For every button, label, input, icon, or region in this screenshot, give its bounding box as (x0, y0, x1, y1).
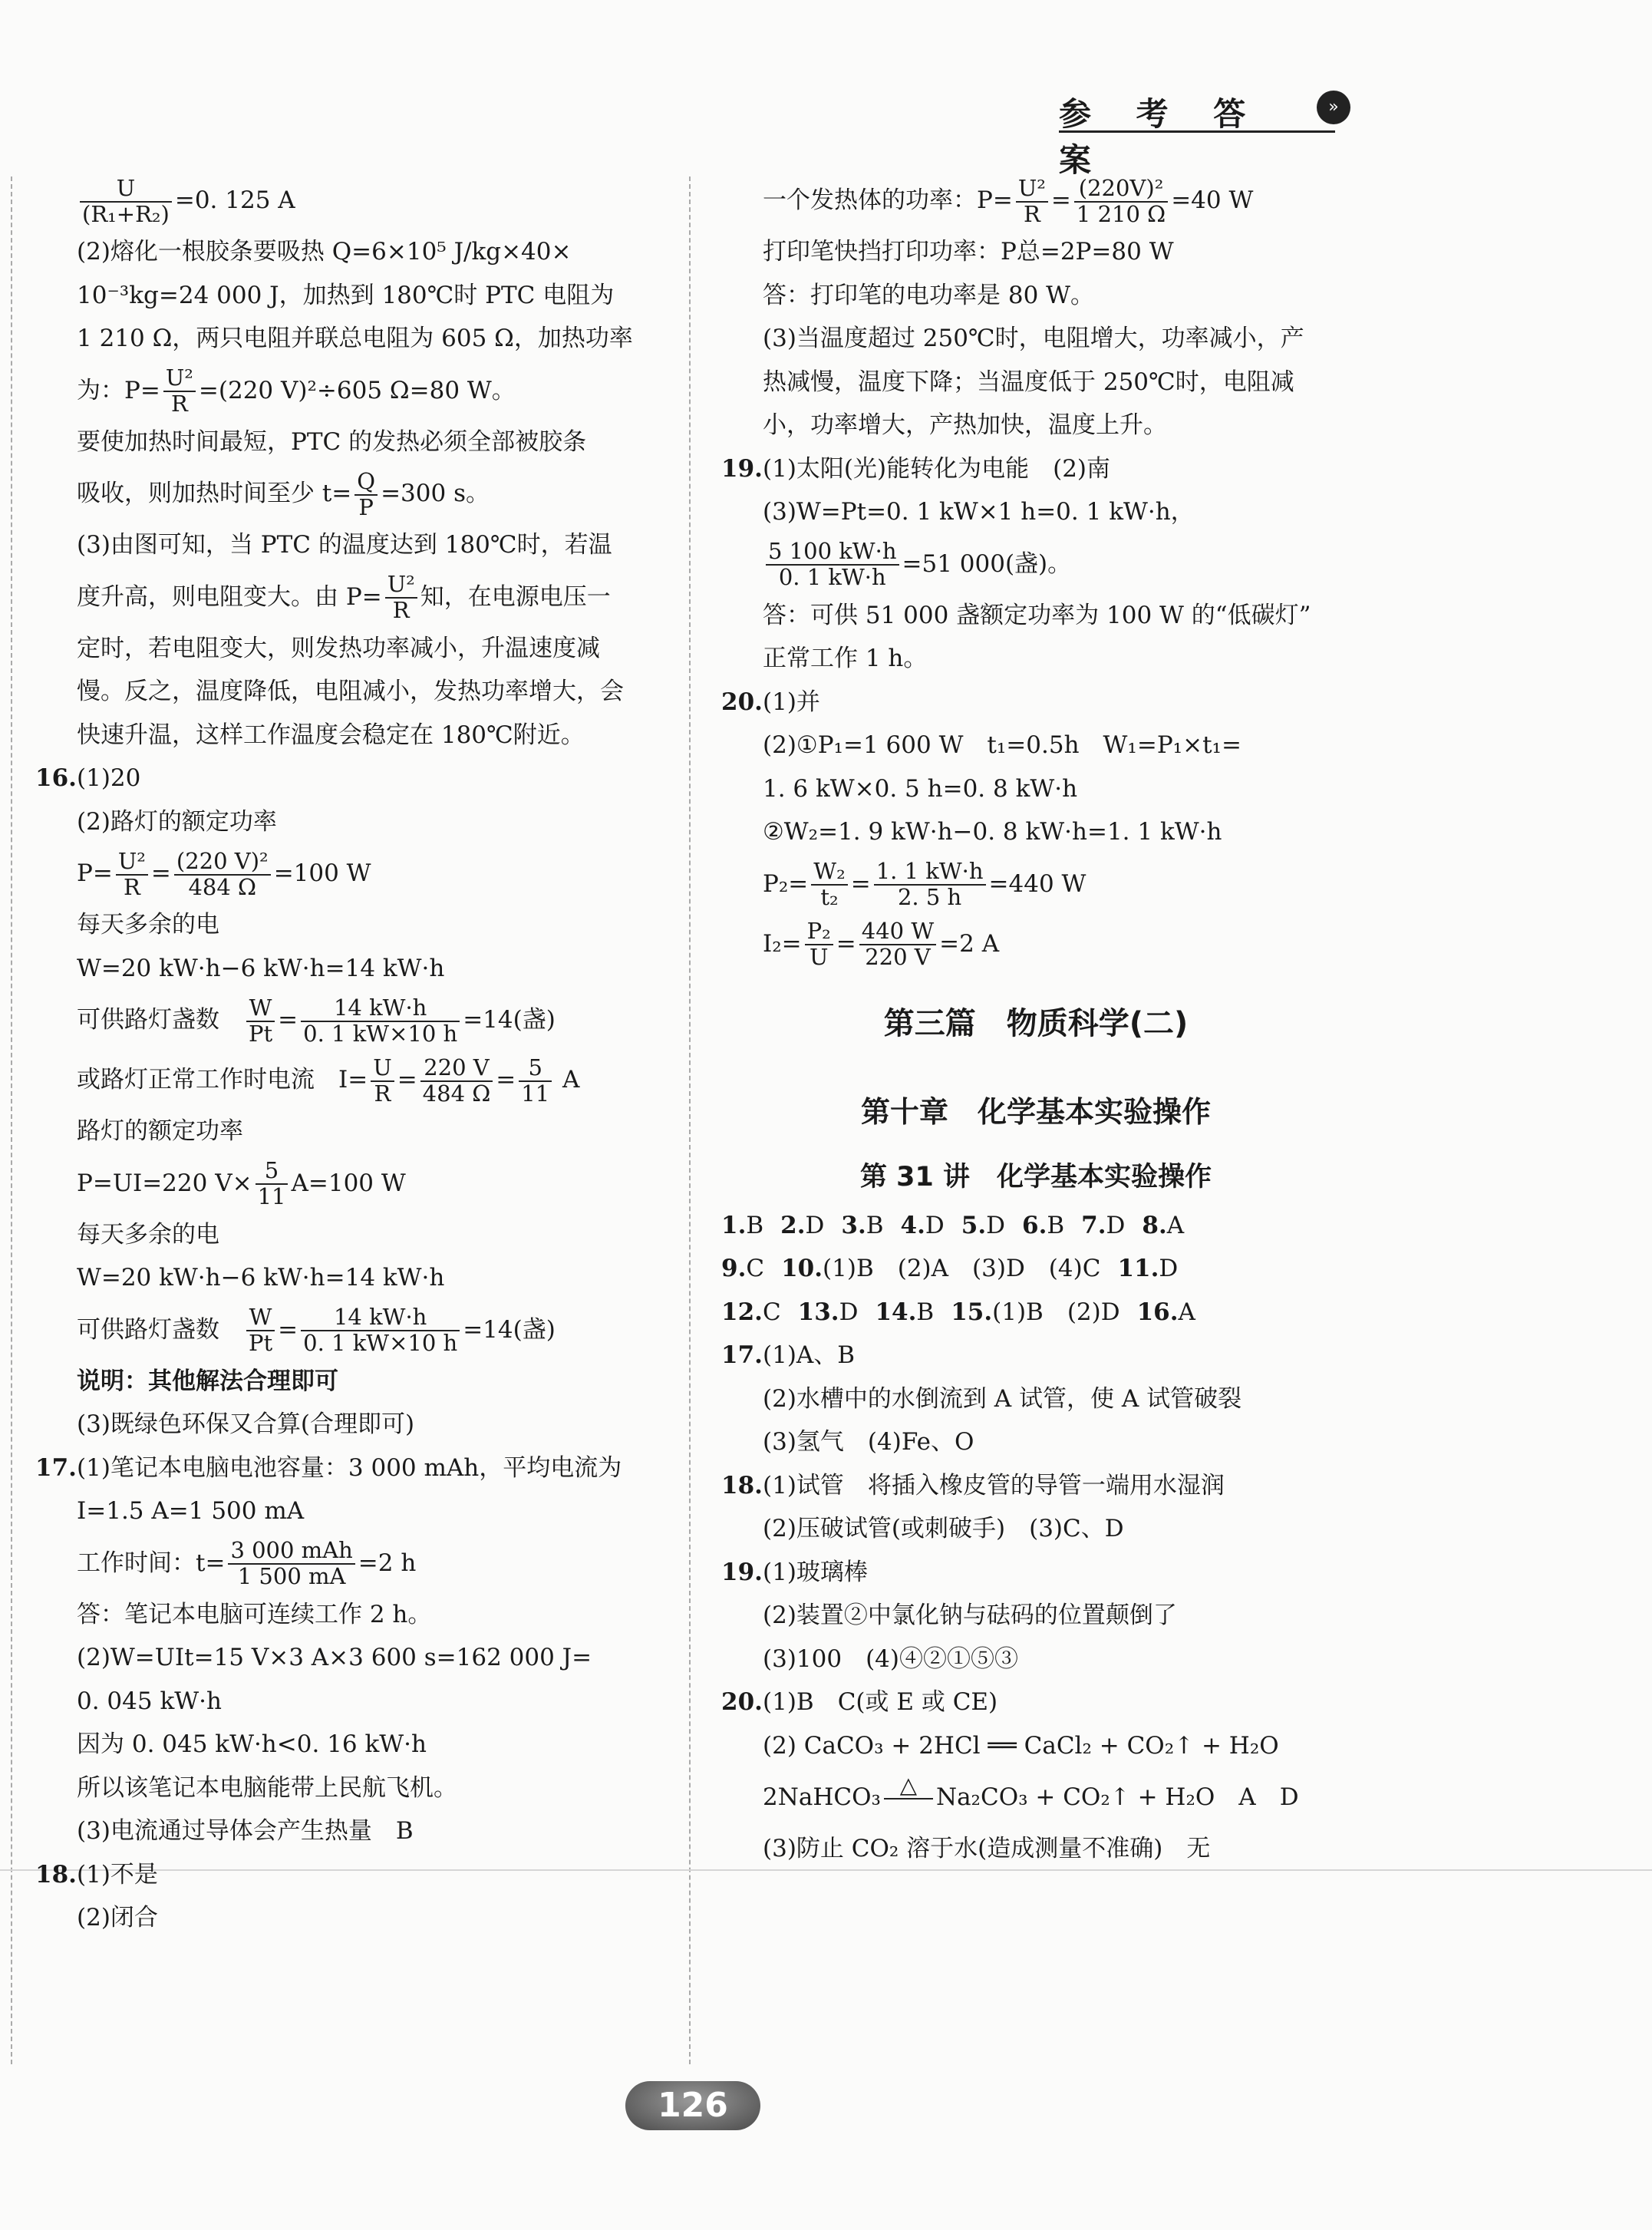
answer-line: I₂= $\frac{\text{P₂}}{U}$ = $\frac{440 W}{220 V}$ =2 A (763, 918, 1000, 970)
answer-line: 因为 0. 045 kW·h<0. 16 kW·h (77, 1730, 427, 1758)
answer-line: 或路灯正常工作时电流 I= $\frac{U}{R}$ = $\frac{220 V}{484 \Omega}$ = $\frac{5}{11}$ A (77, 1054, 580, 1107)
answer-line: (3)氢气 (4)Fe、O (763, 1428, 974, 1456)
answer-line: (2)水槽中的水倒流到 A 试管，使 A 试管破裂 (763, 1384, 1242, 1413)
answer-number: 4. (900, 1211, 925, 1239)
answer-line: 1 210 Ω，两只电阻并联总电阻为 605 Ω，加热功率 (77, 325, 633, 352)
answer-line: (2)路灯的额定功率 (77, 807, 277, 836)
answer-choice: A (1178, 1298, 1195, 1326)
fraction: $\frac{\text{U²}}{R}$ (116, 849, 148, 900)
chapter-heading: 第十章 化学基本实验操作 (860, 1094, 1211, 1129)
answer-choice: C (762, 1298, 781, 1326)
answer-line: 定时，若电阻变大，则发热功率减小，升温速度减 (77, 634, 600, 662)
fraction: $\frac{\text{(220 V)²}}{484 \Omega}$ (174, 849, 271, 900)
answer-line: 路灯的额定功率 (77, 1117, 243, 1145)
answer-line: P=UI=220 V× $\frac{5}{11}$ A=100 W (77, 1157, 406, 1209)
answer-line: ②W₂=1. 9 kW·h−0. 8 kW·h=1. 1 kW·h (763, 818, 1222, 846)
answer-line: (3)100 (4)④②①⑤③ (763, 1644, 1018, 1673)
lesson-heading: 第 31 讲 化学基本实验操作 (859, 1161, 1212, 1193)
answer-line: 一个发热体的功率：P= $\frac{\text{U²}}{R}$ = $\frac{\text{(220V)²}}{1 210 \Omega}$ =40 W (763, 174, 1254, 227)
answer-choice: D (1106, 1211, 1126, 1239)
answer-number: 3. (841, 1211, 866, 1239)
answer-line: (3)由图可知，当 PTC 的温度达到 180℃时，若温 (77, 531, 612, 559)
chem-question-18: 18.(1)试管 将插入橡皮管的导管一端用水湿润 (721, 1471, 1225, 1499)
fraction: $\frac{Q}{P}$ (354, 470, 378, 520)
question-17: 17.(1)笔记本电脑电池容量：3 000 mAh，平均电流为 (35, 1453, 622, 1482)
question-20: 20.(1)并 (721, 688, 820, 716)
answer-line: 答：打印笔的电功率是 80 W。 (763, 281, 1095, 309)
answer-number: 6. (1022, 1211, 1047, 1239)
answer-line: (3)防止 CO₂ 溶于水(造成测量不准确) 无 (763, 1835, 1211, 1862)
question-16: 16.(1)20 (35, 764, 141, 792)
fraction: $\frac{14 kW\cdot h}{0. 1 kW\times 10 h}$ (301, 996, 460, 1047)
answer-line: 2NaHCO₃ △ Na₂CO₃ + CO₂↑ + H₂O A D (721, 1767, 1350, 1827)
answer-choice: A (1166, 1211, 1185, 1239)
answer-line: P₂= $\frac{\text{W₂}}{\text{t₂}}$ = $\frac{1. 1 kW\cdot h}{2. 5 h}$ =440 W (763, 858, 1086, 910)
answer-line: 正常工作 1 h。 (763, 645, 928, 672)
answer-number: 15. (951, 1298, 993, 1326)
fraction: $\frac{U}{\text{(R₁+R₂)}}$ (80, 176, 172, 227)
answer-line: 要使加热时间最短，PTC 的发热必须全部被胶条 (77, 427, 587, 456)
answer-line: 可供路灯盏数 $\frac{W}{Pt}$ = $\frac{14 kW\cdot h}{0. 1 kW\times 10 h}$ =14(盏) (77, 1304, 556, 1356)
fraction: $\frac{5 100 kW\cdot h}{0. 1 kW\cdot h}$ (766, 539, 899, 590)
answer-line: 每天多余的电 (77, 911, 219, 939)
left-column (35, 170, 664, 1940)
answer-line: 工作时间：t= $\frac{\text{3 000 mAh}}{1 500 mA}$ =2 h (77, 1537, 417, 1589)
answer-line: 小，功率增大，产热加快，温度上升。 (763, 411, 1167, 439)
fraction: $\frac{W}{Pt}$ (246, 996, 275, 1047)
answer-choice: D (839, 1298, 859, 1326)
fraction: $\frac{5}{11}$ (256, 1159, 289, 1209)
answer-number: 7. (1081, 1211, 1106, 1239)
answer-choice: D (805, 1211, 825, 1239)
fraction: $\frac{1. 1 kW\cdot h}{2. 5 h}$ (874, 859, 986, 910)
answer-line: $\frac{5 100 kW\cdot h}{0. 1 kW\cdot h}$ =51 000(盏)。 (721, 534, 1350, 594)
answer-choice: D (986, 1211, 1006, 1239)
answer-row (721, 1204, 1350, 1248)
answer-line: (3)电流通过导体会产生热量 B (77, 1817, 414, 1845)
answer-line: (2)闭合 (77, 1904, 158, 1931)
fraction: $\frac{\text{(220V)²}}{1 210 \Omega}$ (1074, 176, 1168, 227)
answer-number: 5. (961, 1211, 987, 1239)
answer-line: 每天多余的电 (77, 1220, 219, 1249)
right-column (721, 170, 1350, 1871)
answer-line: (3)既绿色环保又合算(合理即可) (77, 1410, 415, 1438)
answer-number: 8. (1142, 1211, 1167, 1239)
fraction: $\frac{5}{11}$ (519, 1056, 552, 1107)
answer-choice: B (746, 1211, 764, 1239)
answer-line: 所以该笔记本电脑能带上民航飞机。 (77, 1773, 457, 1802)
answer-line: 可供路灯盏数 $\frac{W}{Pt}$ = $\frac{14 kW\cdot h}{0. 1 kW\times 10 h}$ =14(盏) (77, 994, 556, 1047)
answer-line: 0. 045 kW·h (77, 1687, 222, 1715)
answer-line: 度升高，则电阻变大。由 P= $\frac{\text{U²}}{R}$ 知，在电源电压一 (77, 571, 611, 623)
answer-line: 吸收，则加热时间至少 t= $\frac{Q}{P}$ =300 s。 (77, 467, 490, 520)
question-19: 19.(1)太阳(光)能转化为电能 (2)南 (721, 454, 1111, 483)
fraction: $\frac{\text{W₂}}{\text{t₂}}$ (811, 859, 847, 910)
answer-line: 快速升温，这样工作温度会稳定在 180℃附近。 (77, 721, 585, 749)
chem-question-19: 19.(1)玻璃棒 (721, 1558, 868, 1586)
answer-number: 16. (1136, 1298, 1179, 1326)
answer-line: (2)压破试管(或刺破手) (3)C、D (763, 1515, 1124, 1542)
answer-choice: B (1047, 1211, 1065, 1239)
answer-line: (2)①P₁=1 600 W t₁=0.5h W₁=P₁×t₁= (763, 731, 1241, 759)
fraction: $\frac{\text{P₂}}{U}$ (805, 919, 833, 970)
answer-choice: (1)B (2)D (992, 1298, 1120, 1326)
answer-line: 10⁻³kg=24 000 J，加热到 180℃时 PTC 电阻为 (77, 281, 615, 309)
answer-line: (3)W=Pt=0. 1 kW×1 h=0. 1 kW·h， (763, 498, 1195, 526)
answer-line: (3)当温度超过 250℃时，电阻增大，功率减小，产 (763, 325, 1304, 352)
fraction: $\frac{440 W}{220 V}$ (859, 919, 936, 970)
answer-line: P= $\frac{\text{U²}}{R}$ = $\frac{\text{(220 V)²}}{484 \Omega}$ =100 W (77, 847, 371, 900)
chem-question-20: 20.(1)B C(或 E 或 CE) (721, 1688, 998, 1716)
answer-line: $\frac{U}{\text{(R₁+R₂)}}$ =0. 125 A (35, 170, 664, 230)
page-number: 126 (625, 2081, 760, 2130)
answer-choice: B (916, 1298, 935, 1326)
reaction-condition: △ (884, 1773, 933, 1824)
answer-line: (2)熔化一根胶条要吸热 Q=6×10⁵ J/kg×40× (77, 238, 572, 266)
answer-number: 12. (721, 1298, 763, 1326)
answer-line: 热减慢，温度下降；当温度低于 250℃时，电阻减 (763, 368, 1294, 396)
answer-line: (2)W=UIt=15 V×3 A×3 600 s=162 000 J= (77, 1644, 592, 1671)
header-title: 参 考 答 案 (1059, 95, 1263, 179)
fraction: $\frac{220 V}{484 \Omega}$ (420, 1056, 493, 1107)
answer-line: W=20 kW·h−6 kW·h=14 kW·h (77, 954, 445, 982)
answer-row (721, 1291, 1350, 1334)
answer-line: 1. 6 kW×0. 5 h=0. 8 kW·h (763, 774, 1078, 803)
answer-number: 11. (1117, 1255, 1159, 1282)
fraction: $\frac{14 kW\cdot h}{0. 1 kW\times 10 h}$ (301, 1305, 460, 1356)
answer-line: 答：可供 51 000 盏额定功率为 100 W 的“低碳灯” (763, 601, 1311, 629)
answer-choice: D (925, 1211, 945, 1239)
fraction: $\frac{U}{R}$ (371, 1056, 394, 1107)
answer-row (721, 1247, 1350, 1291)
answer-line: (2) CaCO₃ + 2HCl ══ CaCl₂ + CO₂↑ + H₂O (763, 1731, 1279, 1760)
answer-line: 为：P= $\frac{\text{U²}}{R}$ =(220 V)²÷605 Ω=80 W。 (77, 365, 516, 417)
answer-number: 10. (781, 1255, 823, 1282)
answer-number: 2. (780, 1211, 806, 1239)
fraction: $\frac{\text{U²}}{R}$ (1016, 176, 1048, 227)
fraction: $\frac{W}{Pt}$ (246, 1305, 275, 1356)
answer-line: 答：笔记本电脑可连续工作 2 h。 (77, 1600, 432, 1628)
part-heading: 第三篇 物质科学(二) (883, 1005, 1189, 1041)
fraction: $\frac{\text{U²}}{R}$ (163, 366, 196, 417)
fraction: $\frac{\text{3 000 mAh}}{1 500 mA}$ (228, 1539, 354, 1589)
note-line: 说明：其他解法合理即可 (77, 1367, 338, 1395)
column-divider (689, 176, 691, 2064)
answer-choice: D (1159, 1255, 1179, 1282)
answer-line: 打印笔快挡打印功率：P总=2P=80 W (763, 238, 1174, 266)
answer-choice: B (866, 1211, 884, 1239)
answer-number: 1. (721, 1211, 747, 1239)
left-dashed-divider (11, 176, 12, 2064)
answer-number: 9. (721, 1255, 747, 1282)
answer-line: W=20 kW·h−6 kW·h=14 kW·h (77, 1264, 445, 1291)
question-18: 18.(1)不是 (35, 1860, 158, 1889)
fraction: $\frac{\text{U²}}{R}$ (385, 572, 417, 623)
answer-number: 13. (797, 1298, 839, 1326)
answer-choice: (1)B (2)A (3)D (4)C (823, 1255, 1101, 1282)
answer-choice: C (746, 1255, 765, 1282)
answer-line: (2)装置②中氯化钠与砝码的位置颠倒了 (763, 1602, 1177, 1629)
chem-question-17: 17.(1)A、B (721, 1341, 856, 1369)
header-underline (1059, 130, 1335, 133)
chevron-right-icon: » (1317, 91, 1350, 124)
answer-number: 14. (875, 1298, 917, 1326)
answer-line: 慢。反之，温度降低，电阻减小，发热功率增大，会 (77, 678, 624, 705)
answer-line: I=1.5 A=1 500 mA (77, 1497, 305, 1525)
page-header (1059, 86, 1350, 179)
